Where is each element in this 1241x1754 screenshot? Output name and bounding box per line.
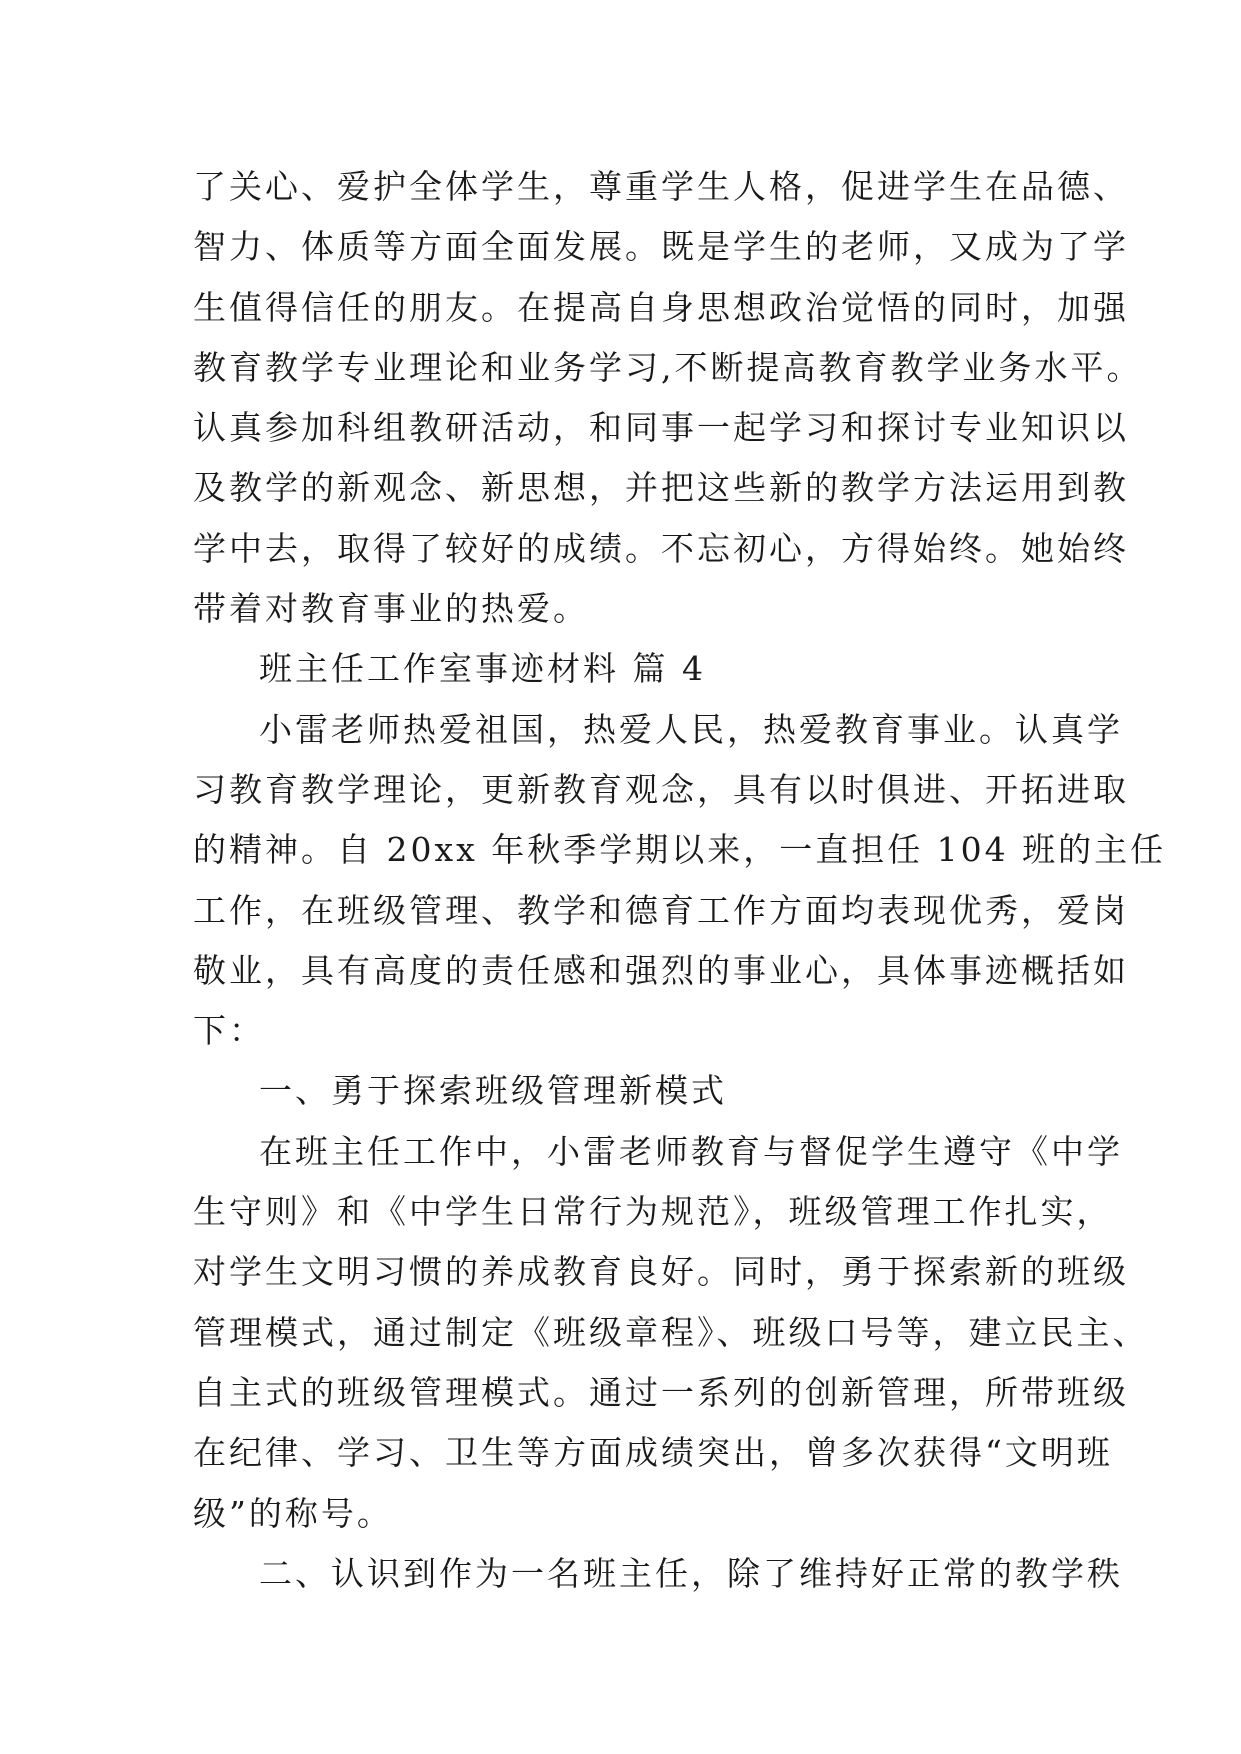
- text-line: 教育教学专业理论和业务学习,不断提高教育教学业务水平。: [193, 347, 1143, 387]
- text-line: 了关心、爱护全体学生，尊重学生人格，促进学生在品德、: [193, 167, 1129, 206]
- text-line: 学中去，取得了较好的成绩。不忘初心，方得始终。她始终: [193, 528, 1129, 568]
- text-line: 对学生文明习惯的养成教育良好。同时，勇于探索新的班级: [193, 1252, 1129, 1292]
- text-line: 的精神。自 20xx 年秋季学期以来，一直担任 104 班的主任: [193, 830, 1167, 870]
- text-line: 工作，在班级管理、教学和德育工作方面均表现优秀，爱岗: [193, 890, 1129, 930]
- text-line: 及教学的新观念、新思想，并把这些新的教学方法运用到教: [193, 468, 1129, 508]
- text-line: 生值得信任的朋友。在提高自身思想政治觉悟的同时，加强: [193, 287, 1129, 327]
- subsection-heading: 一、勇于探索班级管理新模式: [259, 1071, 727, 1111]
- text-line: 管理模式，通过制定《班级章程》、班级口号等，建立民主、: [193, 1312, 1149, 1352]
- section-heading: 班主任工作室事迹材料 篇 4: [259, 649, 706, 689]
- text-line: 级”的称号。: [193, 1493, 393, 1533]
- text-line: 敬业，具有高度的责任感和强烈的事业心，具体事迹概括如: [193, 950, 1129, 990]
- text-line: 自主式的班级管理模式。通过一系列的创新管理，所带班级: [193, 1372, 1129, 1412]
- text-line: 下：: [193, 1011, 265, 1051]
- text-line: 智力、体质等方面全面发展。既是学生的老师，又成为了学: [193, 227, 1129, 267]
- text-line: 生守则》和《中学生日常行为规范》，班级管理工作扎实，: [193, 1192, 1113, 1232]
- document-body: [193, 157, 1167, 1604]
- text-line: 习教育教学理论，更新教育观念，具有以时俱进、开拓进取: [193, 769, 1129, 809]
- text-line: 带着对教育事业的热爱。: [193, 589, 589, 629]
- text-line: 在班主任工作中，小雷老师教育与督促学生遵守《中学: [259, 1131, 1123, 1171]
- text-line: 二、认识到作为一名班主任，除了维持好正常的教学秩: [259, 1553, 1123, 1593]
- text-line: 认真参加科组教研活动，和同事一起学习和探讨专业知识以: [193, 408, 1129, 448]
- text-line: 小雷老师热爱祖国，热爱人民，热爱教育事业。认真学: [259, 709, 1123, 749]
- text-line: 在纪律、学习、卫生等方面成绩突出，曾多次获得“文明班: [193, 1433, 1113, 1473]
